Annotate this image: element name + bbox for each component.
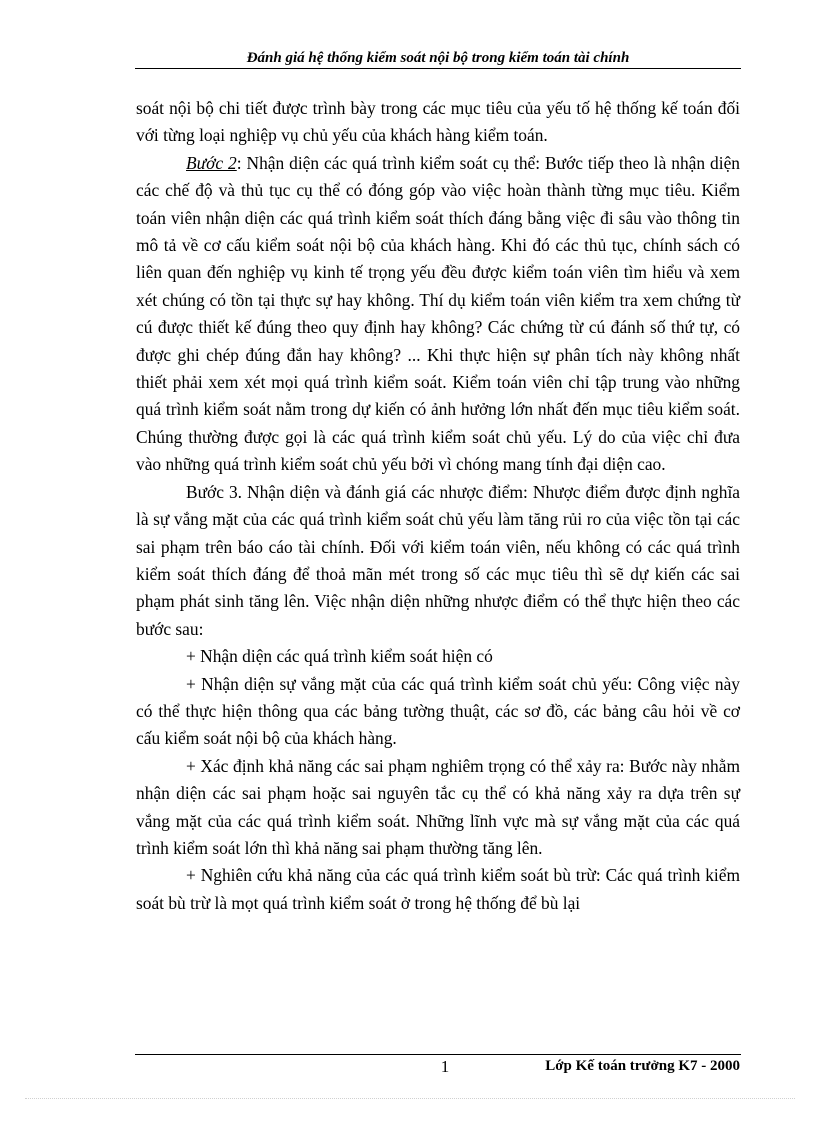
- bullet-identify-missing-controls: + Nhận diện sự vắng mặt của các quá trình kiểm soát chủ yếu: Công việc này có thể thực hiện thông qua các bảng tường thuật, các sơ đồ, các bảng câu hỏi về cơ cấu kiểm soát nội bộ của khách hàng.: [136, 673, 740, 749]
- step-2-label: Bước 2: [186, 152, 237, 173]
- bullet-identify-existing-controls: + Nhận diện các quá trình kiểm soát hiện có: [186, 646, 493, 667]
- page-number: 1: [440, 1057, 450, 1076]
- page-edge-divider: [25, 1098, 795, 1099]
- paragraph-continuation: soát nội bộ chi tiết được trình bày trong các mục tiêu của yếu tố hệ thống kế toán đối với từng loại nghiệp vụ chủ yếu của khách hàng kiểm toán.: [136, 98, 740, 146]
- bullet-determine-misstatements: + Xác định khả năng các sai phạm nghiêm trọng có thể xảy ra: Bước này nhằm nhận diện các sai phạm hoặc sai nguyên tắc cụ thể có khả năng xảy ra dựa trên sự vắng mặt của các quá trình kiểm soát. Những lĩnh vực mà sự vắng mặt của các quá trình kiểm soát lớn thì khả năng sai phạm thường tăng lên.: [136, 755, 740, 858]
- header-divider: [135, 68, 741, 69]
- paragraph-step-2: [136, 150, 740, 479]
- footer-class-label: Lớp Kế toán trưởng K7 - 2000: [545, 1058, 740, 1074]
- bullet-compensating-controls: + Nghiên cứu khả năng của các quá trình kiểm soát bù trừ: Các quá trình kiểm soát bù trừ là mọt quá trình kiểm soát ở trong hệ thống để bù lại: [136, 865, 740, 913]
- document-body: [136, 95, 740, 917]
- footer-divider: [135, 1054, 741, 1055]
- running-header-title: Đánh giá hệ thống kiểm soát nội bộ trong kiểm toán tài chính: [246, 50, 630, 66]
- step-2-text: : Nhận diện các quá trình kiểm soát cụ thể: Bước tiếp theo là nhận diện các chế độ và thủ tục cụ thể có đóng góp vào việc hoàn thành từng mục tiêu. Kiểm toán viên nhận diện các quá trình kiểm soát thích đáng bằng việc đi sâu vào thông tin mô tả về cơ cấu kiểm soát nội bộ của khách hàng. Khi đó các thủ tục, chính sách có liên quan đến nghiệp vụ kinh tế trọng yếu đều được kiểm toán viên tìm hiểu và xem xét chúng có tồn tại thực sự hay không. Thí dụ kiểm toán viên kiểm tra xem chứng từ cú được thiết kế đúng theo quy định hay không? Các chứng từ cú đánh số thứ tự, có được ghi chép đúng đắn hay không? ... Khi thực hiện sự phân tích này không nhất thiết phải xem xét mọi quá trình kiểm soát. Kiểm toán viên chỉ tập trung vào những quá trình kiểm soát nằm trong dự kiến có ảnh hưởng lớn nhất đến mục tiêu kiểm soát. Chúng thường được gọi là các quá trình kiểm soát chủ yếu. Lý do của việc chỉ đưa vào những quá trình kiểm soát chủ yếu bởi vì chóng mang tính đại diện cao.: [136, 152, 740, 475]
- paragraph-step-3: Bước 3. Nhận diện và đánh giá các nhược điểm: Nhược điểm được định nghĩa là sự vắng mặt của các quá trình kiểm soát chủ yếu làm tăng rủi ro của việc tồn tại các sai phạm trên báo cáo tài chính. Đối với kiểm toán viên, nếu không có các quá trình kiểm soát thích đáng để thoả mãn mét trong số các mục tiêu thì sẽ dự kiến các sai phạm phát sinh tăng lên. Việc nhận diện những nhược điểm có thể thực hiện theo các bước sau:: [136, 481, 740, 639]
